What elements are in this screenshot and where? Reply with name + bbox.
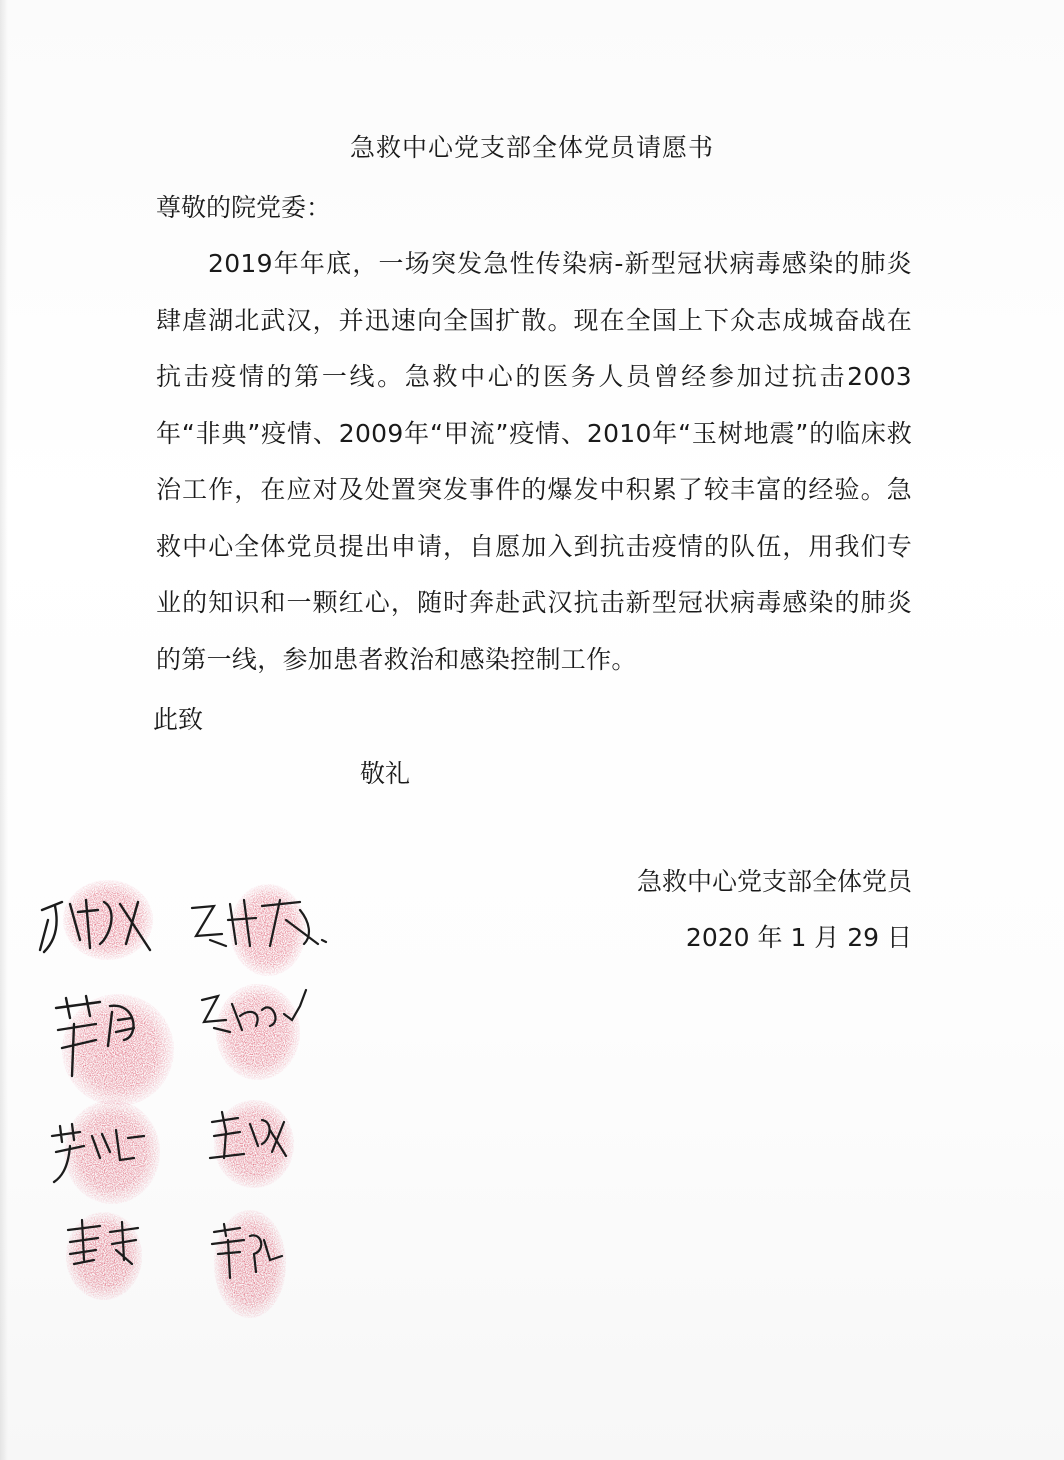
signature-entry <box>52 1100 160 1204</box>
signatures-block <box>0 840 360 1340</box>
signature-entry <box>192 884 326 976</box>
document-title: 急救中心党支部全体党员请愿书 <box>349 133 714 162</box>
fingerprint-mark <box>63 880 153 960</box>
fingerprint-mark <box>66 1212 142 1300</box>
signature-entry <box>210 1100 294 1188</box>
fingerprint-mark <box>62 994 174 1106</box>
signature-entry <box>40 880 153 960</box>
salutation: 尊敬的院党委： <box>156 193 332 222</box>
signature-organization: 急救中心党支部全体党员 <box>636 867 912 896</box>
signature-entry <box>66 1212 142 1300</box>
signature-entry <box>212 1210 286 1318</box>
signature-entry <box>202 984 306 1080</box>
regards-line: 敬礼 <box>360 759 411 788</box>
body-paragraph: 2019年年底，一场突发急性传染病-新型冠状病毒感染的肺炎肆虐湖北武汉，并迅速向全国扩散。现在全国上下众志成城奋战在抗击疫情的第一线。急救中心的医务人员曾经参加过抗击2003年“非典”疫情、2009年“甲流”疫情、2010年“玉树地震”的临床救治工作，在应对及处置突发事件的爆发中积累了较丰富的经验。急救中心全体党员提出申请，自愿加入到抗击疫情的队伍，用我们专业的知识和一颗红心，随时奔赴武汉抗击新型冠状病毒感染的肺炎的第一线，参加患者救治和感染控制工作。 <box>156 249 912 674</box>
signature-entry <box>56 994 174 1106</box>
fingerprint-mark <box>230 884 306 976</box>
signature-date: 2020 年 1 月 29 日 <box>685 923 912 952</box>
closing-line: 此致 <box>153 705 204 734</box>
fingerprint-mark <box>64 1100 160 1204</box>
